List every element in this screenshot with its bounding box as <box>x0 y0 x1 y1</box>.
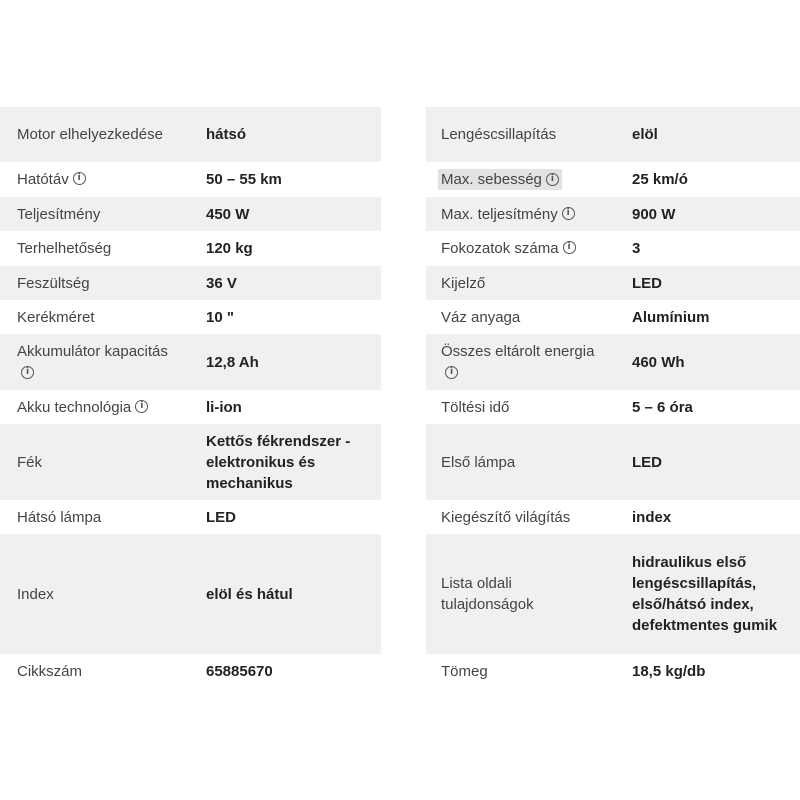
spec-row <box>0 654 800 688</box>
column-gap <box>381 654 426 688</box>
spec-value: LED <box>616 266 800 300</box>
spec-value: elöl és hátul <box>190 534 381 654</box>
spec-label: Fokozatok száma i <box>426 231 616 266</box>
spec-table <box>0 107 800 688</box>
spec-label: Váz anyaga <box>426 300 616 334</box>
spec-value: 18,5 kg/db <box>616 654 800 688</box>
spec-value: 12,8 Ah <box>190 334 381 390</box>
spec-row <box>0 197 800 231</box>
spec-value: index <box>616 500 800 534</box>
spec-row <box>0 231 800 266</box>
spec-label: Max. teljesítmény i <box>426 197 616 231</box>
spec-label: Index <box>0 534 190 654</box>
spec-label: Lista oldali tulajdonságok <box>426 534 616 654</box>
info-icon[interactable]: i <box>546 173 559 186</box>
spec-label: Hatótáv i <box>0 162 190 197</box>
spec-label: Cikkszám <box>0 654 190 688</box>
spec-label: Terhelhetőség <box>0 231 190 266</box>
spec-value: 460 Wh <box>616 334 800 390</box>
spec-label: Teljesítmény <box>0 197 190 231</box>
spec-label: Tömeg <box>426 654 616 688</box>
spec-value: Kettős fékrendszer - elektronikus és mechanikus <box>190 424 381 500</box>
info-icon[interactable]: i <box>445 366 458 379</box>
spec-label: Kijelző <box>426 266 616 300</box>
column-gap <box>381 197 426 231</box>
spec-label: Kiegészítő világítás <box>426 500 616 534</box>
info-icon[interactable]: i <box>21 366 34 379</box>
column-gap <box>381 162 426 197</box>
spec-row <box>0 390 800 424</box>
spec-value: 10 " <box>190 300 381 334</box>
spec-label: Fék <box>0 424 190 500</box>
spec-label: Feszültség <box>0 266 190 300</box>
column-gap <box>381 424 426 500</box>
spec-value: li-ion <box>190 390 381 424</box>
spec-value: hidraulikus első lengéscsillapítás, első/hátsó index, defektmentes gumik <box>616 534 800 654</box>
spec-label: Töltési idő <box>426 390 616 424</box>
column-gap <box>381 107 426 162</box>
column-gap <box>381 300 426 334</box>
spec-label: Akkumulátor kapacitási <box>0 334 190 390</box>
spec-row <box>0 162 800 197</box>
spec-value: 50 – 55 km <box>190 162 381 197</box>
spec-label: Motor elhelyezkedése <box>0 107 190 162</box>
highlighted-label: Max. sebesség i <box>438 169 562 190</box>
spec-value: elöl <box>616 107 800 162</box>
spec-value: 36 V <box>190 266 381 300</box>
info-icon[interactable]: i <box>562 207 575 220</box>
spec-value: Alumínium <box>616 300 800 334</box>
spec-label: Első lámpa <box>426 424 616 500</box>
column-gap <box>381 390 426 424</box>
spec-row <box>0 334 800 390</box>
column-gap <box>381 500 426 534</box>
spec-value: hátsó <box>190 107 381 162</box>
spec-row <box>0 266 800 300</box>
spec-label: Akku technológia i <box>0 390 190 424</box>
info-icon[interactable]: i <box>563 241 576 254</box>
spec-label: Kerékméret <box>0 300 190 334</box>
spec-label: Lengéscsillapítás <box>426 107 616 162</box>
spec-row <box>0 107 800 162</box>
spec-value: 5 – 6 óra <box>616 390 800 424</box>
spec-value: 65885670 <box>190 654 381 688</box>
spec-value: 120 kg <box>190 231 381 266</box>
column-gap <box>381 334 426 390</box>
info-icon[interactable]: i <box>135 400 148 413</box>
spec-value: 3 <box>616 231 800 266</box>
column-gap <box>381 534 426 654</box>
spec-value: 900 W <box>616 197 800 231</box>
spec-value: 450 W <box>190 197 381 231</box>
column-gap <box>381 231 426 266</box>
spec-row <box>0 300 800 334</box>
spec-row <box>0 534 800 654</box>
spec-value: LED <box>616 424 800 500</box>
spec-label: Összes eltárolt energiai <box>426 334 616 390</box>
spec-label: Hátsó lámpa <box>0 500 190 534</box>
spec-row <box>0 424 800 500</box>
spec-value: LED <box>190 500 381 534</box>
info-icon[interactable]: i <box>73 172 86 185</box>
spec-label <box>426 162 616 197</box>
spec-value: 25 km/ó <box>616 162 800 197</box>
spec-row <box>0 500 800 534</box>
column-gap <box>381 266 426 300</box>
